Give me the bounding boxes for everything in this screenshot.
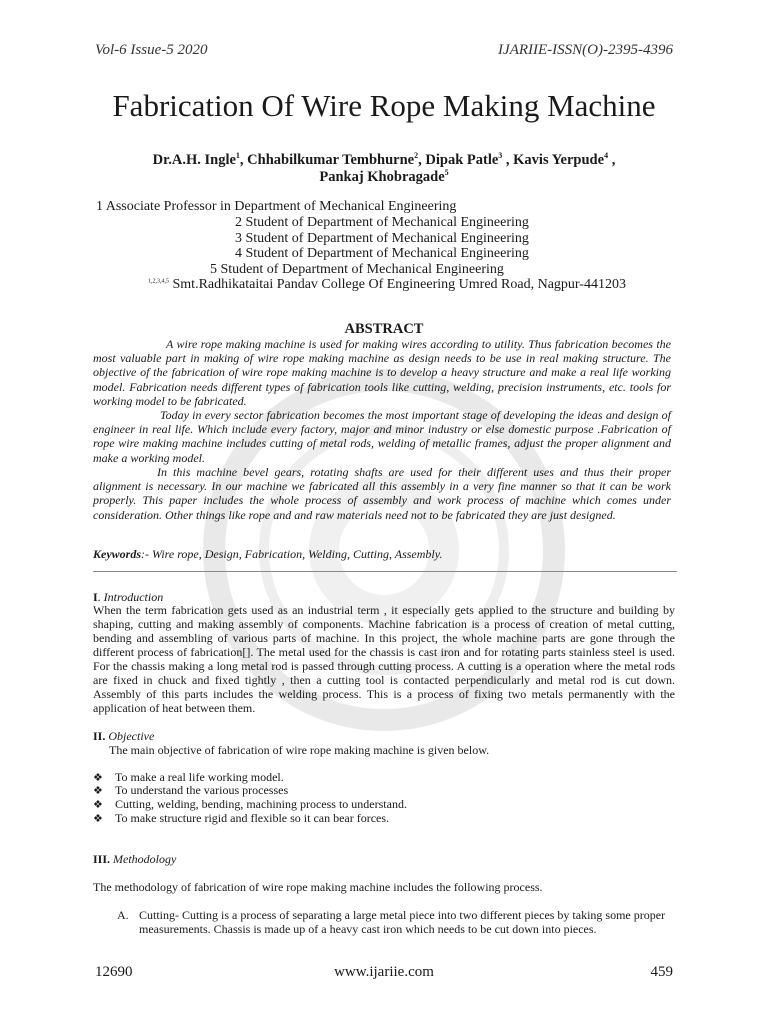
diamond-bullet-icon: ❖	[93, 785, 103, 797]
section-divider	[93, 571, 677, 572]
author-5: Pankaj Khobragade	[319, 168, 445, 185]
abstract-paragraph-1: A wire rope making machine is used for making wires according to utility. Thus fabrication becomes the most valuable part in making of wire rope making machine as design needs to be use in real making structure. The objective of the fabrication of wire rope making machine is to develop a heavy structure and make a real life working model. Fabrication needs different types of fabrication tools like cutting, welding, precision instruments, etc. tools for working model to be fabricated.	[93, 337, 671, 408]
author-4: Kavis Yerpude	[513, 151, 605, 168]
author-1: Dr.A.H. Ingle	[152, 151, 236, 168]
authors-line-2: Pankaj Khobragade$^5$	[319, 168, 449, 185]
objective-bullet: ❖ Cutting, welding, bending, machining process to understand.	[93, 797, 407, 811]
author-2: Chhabilkumar Tembhurne	[247, 151, 415, 168]
authors-line-1: Dr.A.H. Ingle$^1$, Chhabilkumar Tembhurne$^2$, Dipak Patle$^3$ , Kavis Yerpude$^4$ ,	[152, 151, 616, 168]
diamond-bullet-icon: ❖	[93, 813, 103, 825]
affiliation-5: 5 Student of Department of Mechanical Engineering	[210, 262, 504, 277]
affiliation-3: 3 Student of Department of Mechanical Engineering	[235, 231, 529, 246]
affiliation-4: 4 Student of Department of Mechanical Engineering	[235, 246, 529, 261]
affiliation-1: 1 Associate Professor in Department of Mechanical Engineering	[96, 199, 457, 214]
objective-bullet: ❖ To make structure rigid and flexible so it can bear forces.	[93, 811, 390, 825]
objective-bullet: ❖ To make a real life working model.	[93, 770, 284, 784]
introduction-text: When the term fabrication gets used as an industrial term , it especially gets applied to the structure and building by shaping, cutting and making assembly of components. Machine fabrication is a process of creation of metal cutting, bending and assembling of various parts of machine. In this project, the whole machine parts are gone through the different process of fabrication[]. The metal used for the chassis is cast iron and for rotating parts stainless steel is used. For the chassis making a long metal rod is passed through cutting process. A cutting is a operation where the metal rods are fixed in chuck and fixed tightly , then a cutting tool is contacted perpendicularly and metal rod is cut down. Assembly of this parts includes the welding process. This is a process of fixing two metals permanently with the application of heat between them.	[93, 603, 675, 715]
keywords-text: :- Wire rope, Design, Fabrication, Welding, Cutting, Assembly.	[141, 547, 443, 561]
abstract-paragraph-3: In this machine bevel gears, rotating shafts are used for their different uses and thus their proper alignment is necessary. In our machine we fabricated all this assembly in a very fine manner so that it can be work properly. This paper includes the whole process of assembly and work process of machine which comes under consideration. Other things like rope and and raw materials need not to be fabricated they are just designed.	[93, 465, 671, 522]
paper-title: Fabrication Of Wire Rope Making Machine	[112, 88, 656, 123]
footer-paper-id: 12690	[95, 964, 133, 980]
keywords	[93, 547, 442, 562]
affiliation-college: $^{1,2,3,4,5}$ Smt.Radhikataitai Pandav College Of Engineering Umred Road, Nagpur-441203	[148, 277, 626, 292]
section-heading-methodology: III. Methodology	[93, 852, 177, 866]
abstract-paragraph-2: Today in every sector fabrication becomes the most important stage of developing the ideas and design of engineer in real life. Which include every factory, major and minor industry or else domestic purpose .Fabrication of rope wire making machine includes cutting of metal rods, welding of metallic frames, adjust the proper alignment and make a working model.	[93, 408, 671, 465]
methodology-item-text: Cutting- Cutting is a process of separating a large metal piece into two different pieces by taking some proper measurements. Chassis is made up of a heavy cast iron which needs to be cut down into pieces.	[139, 908, 666, 936]
author-3: Dipak Patle	[425, 151, 499, 168]
footer-page-number: 459	[650, 964, 673, 980]
methodology-item-label: A.	[117, 908, 129, 922]
keywords-label: Keywords	[93, 547, 141, 561]
section-heading-introduction: I. Introduction	[93, 590, 164, 604]
header-volume-issue: Vol-6 Issue-5 2020	[95, 42, 208, 58]
methodology-text: The methodology of fabrication of wire rope making machine includes the following process.	[93, 880, 543, 894]
header-issn: IJARIIE-ISSN(O)-2395-4396	[498, 42, 673, 58]
diamond-bullet-icon: ❖	[93, 799, 103, 811]
abstract-heading: ABSTRACT	[344, 321, 424, 337]
objective-text: The main objective of fabrication of wire rope making machine is given below.	[109, 743, 490, 757]
diamond-bullet-icon: ❖	[93, 772, 103, 784]
objective-bullet: ❖ To understand the various processes	[93, 783, 289, 797]
affiliation-2: 2 Student of Department of Mechanical Engineering	[235, 215, 529, 230]
section-heading-objective: II. Objective	[93, 729, 155, 743]
footer-website[interactable]: www.ijariie.com	[334, 964, 434, 980]
